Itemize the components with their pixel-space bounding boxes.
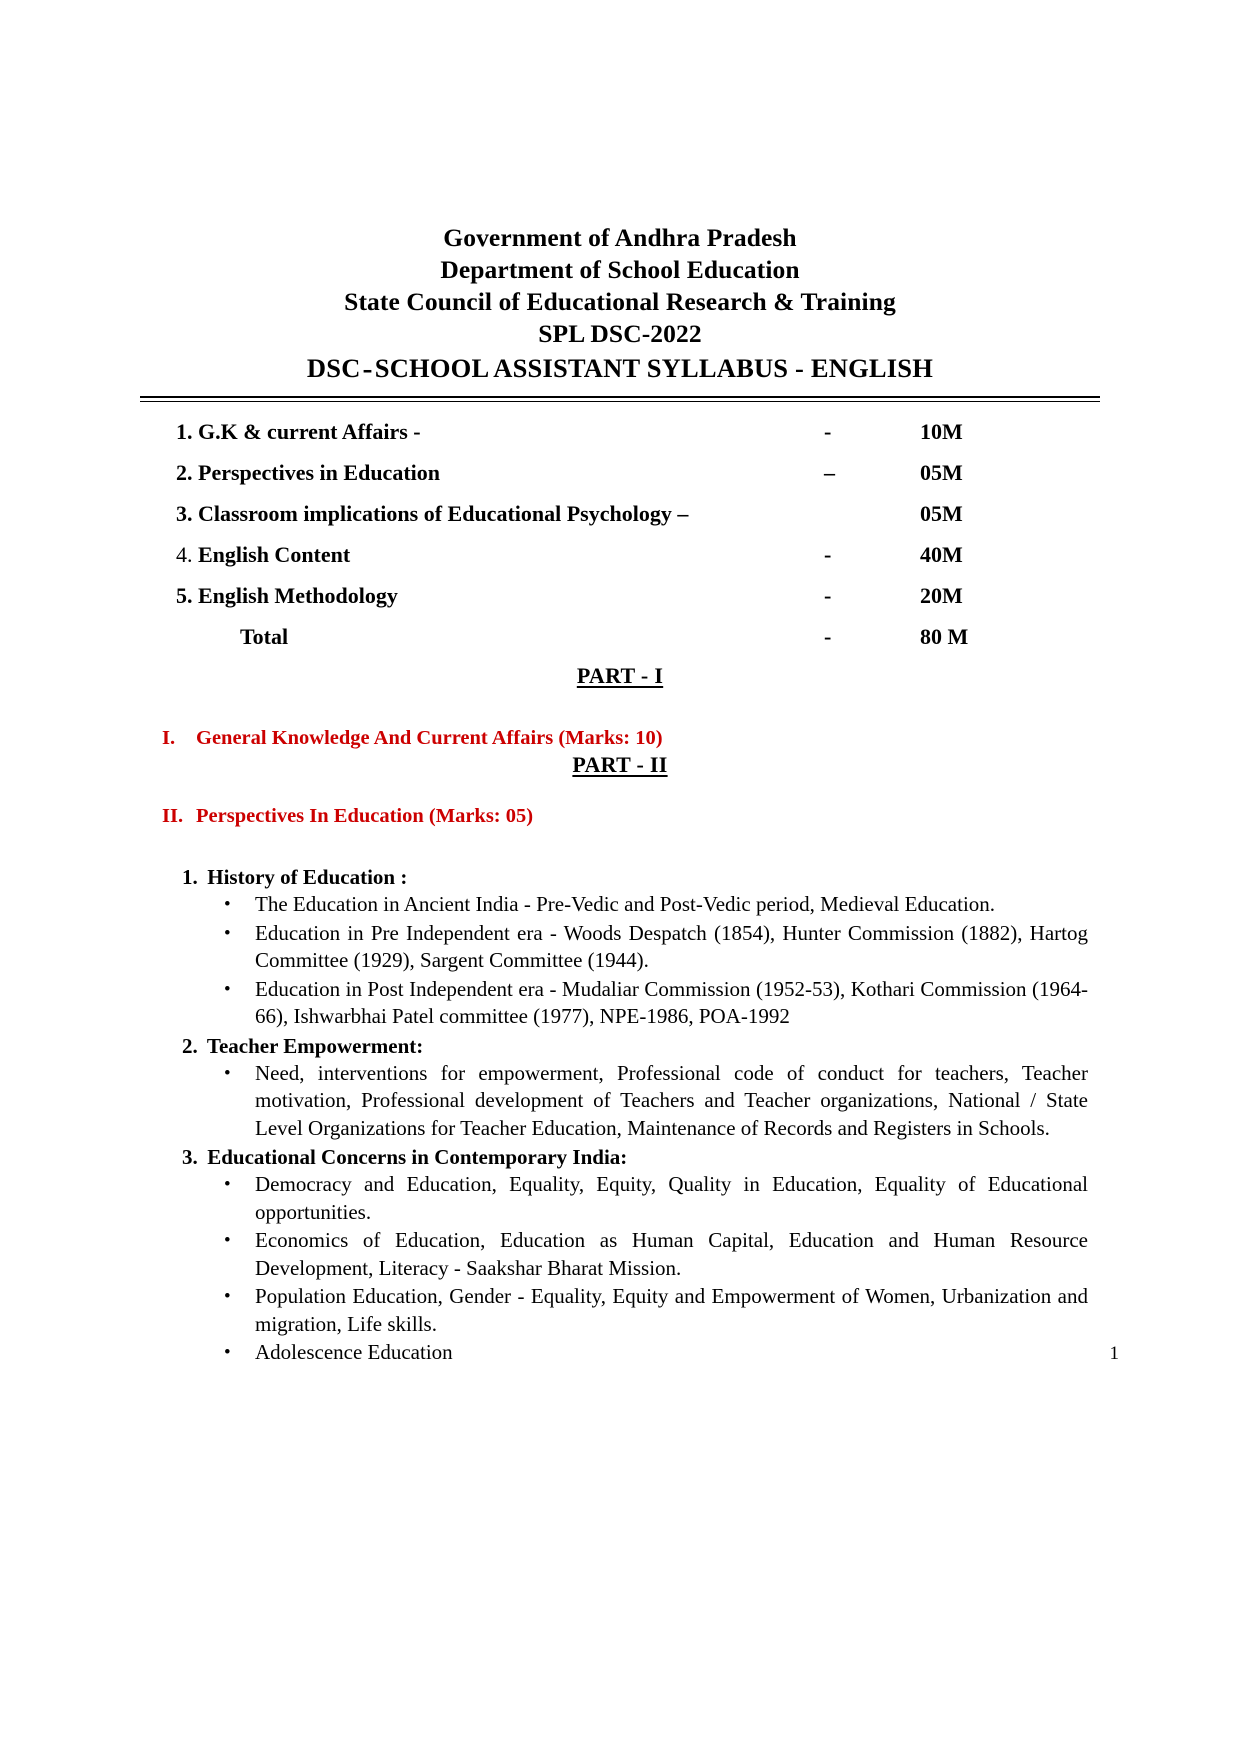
list-item [140, 1339, 1100, 1367]
bullet-icon: • [224, 1230, 231, 1251]
list-item [140, 1171, 1100, 1226]
marks-row-value-3: 05M [920, 500, 963, 526]
section-perspectives-in-education [140, 805, 1100, 828]
bullet-icon: • [224, 1174, 231, 1195]
bullet-icon: • [224, 1286, 231, 1307]
marks-row-dash-4: - [824, 541, 832, 567]
part-one-heading-text: PART - I [576, 663, 664, 688]
marks-row-text-5: English Methodology [198, 582, 398, 608]
part-two-heading-text: PART - II [572, 752, 668, 777]
bullet-icon: • [224, 922, 231, 944]
document-header [140, 0, 1100, 387]
list-item [140, 1227, 1100, 1282]
marks-row-value-1: 10M [920, 418, 963, 444]
header-line-department: Department of School Education [440, 255, 800, 284]
marks-total-dash: - [824, 623, 832, 649]
marks-total-value: 80 M [920, 623, 969, 649]
table-row [140, 411, 1100, 452]
marks-breakdown-table [140, 411, 1100, 657]
marks-row-text-2: Perspectives in Education [198, 459, 440, 485]
subsection-heading-history-of-education [140, 864, 1100, 890]
marks-row-label-5 [140, 575, 818, 616]
header-divider [140, 396, 1100, 402]
marks-row-dash-1: - [824, 418, 832, 444]
marks-row-label-3 [140, 493, 818, 534]
list-item-text: Need, interventions for empowerment, Professional code of conduct for teachers, Teacher motivation, Professional development of Teachers and Teacher organizations, National / State Level Organizations for Teacher Education, Maintenance of Records and Registers in Schools. [255, 1060, 1088, 1140]
bullet-list-history-of-education [140, 891, 1100, 1031]
marks-row-label-1 [140, 411, 818, 452]
list-item-text: Education in Pre Independent era - Woods Despatch (1854), Hunter Commission (1882), Hartog Committee (1929), Sargent Committee (1944). [255, 920, 1088, 972]
list-item [140, 1060, 1100, 1143]
table-row [140, 452, 1100, 493]
section-one-numeral: I. [162, 727, 176, 749]
list-item [140, 891, 1100, 919]
header-line-government: Government of Andhra Pradesh [443, 223, 797, 252]
list-item [140, 920, 1100, 975]
list-item-text: The Education in Ancient India - Pre-Vedic and Post-Vedic period, Medieval Education. [255, 892, 996, 916]
bullet-icon: • [224, 1342, 231, 1363]
marks-row-number-2: 2. [176, 459, 193, 485]
bullet-icon: • [224, 894, 231, 915]
marks-row-dash-5: - [824, 582, 832, 608]
list-item [140, 976, 1100, 1031]
title-suffix: SCHOOL ASSISTANT SYLLABUS - ENGLISH [374, 353, 934, 383]
bullet-icon: • [224, 978, 231, 1000]
marks-row-text-4: English Content [198, 541, 351, 567]
part-one-heading [140, 663, 1100, 689]
bullet-icon: • [224, 1062, 231, 1084]
subsection-heading-educational-concerns [140, 1144, 1100, 1170]
header-line-exam: SPL DSC-2022 [538, 319, 702, 348]
marks-row-value-4: 40M [920, 541, 963, 567]
section-two-title: Perspectives In Education (Marks: 05) [196, 805, 534, 827]
page-content [140, 0, 1100, 1367]
table-row-total [140, 616, 1100, 657]
marks-row-label-2 [140, 452, 818, 493]
list-item-text: Education in Post Independent era - Mudaliar Commission (1952-53), Kothari Commission (1964-66), Ishwarbhai Patel committee (1977), NPE-1986, POA-1992 [255, 976, 1088, 1028]
marks-row-dash-2: – [824, 459, 835, 485]
part-two-heading [140, 752, 1100, 778]
marks-row-dash-3 [818, 493, 894, 534]
marks-row-number-3: 3. [176, 500, 193, 526]
section-two-numeral: II. [162, 805, 184, 827]
table-row [140, 493, 1100, 534]
marks-row-number-1: 1. [176, 418, 193, 444]
table-row [140, 575, 1100, 616]
marks-row-value-2: 05M [920, 459, 963, 485]
list-item [140, 1283, 1100, 1338]
page-number: 1 [1109, 1343, 1119, 1364]
marks-row-number-4: 4. [176, 541, 193, 567]
marks-row-number-5: 5. [176, 582, 193, 608]
marks-row-value-5: 20M [920, 582, 963, 608]
subsection-number-1: 1. [182, 865, 198, 889]
list-item-text: Economics of Education, Education as Human Capital, Education and Human Resource Development, Literacy - Saakshar Bharat Mission. [255, 1228, 1088, 1280]
table-row [140, 534, 1100, 575]
section-one-title: General Knowledge And Current Affairs (Marks: 10) [196, 727, 663, 749]
header-line-syllabus-title [140, 350, 1100, 387]
bullet-list-educational-concerns [140, 1171, 1100, 1367]
list-item-text: Population Education, Gender - Equality, Equity and Empowerment of Women, Urbanization and migration, Life skills. [255, 1284, 1088, 1336]
title-dash: - [362, 352, 373, 385]
subsection-number-3: 3. [182, 1145, 198, 1169]
subsection-number-2: 2. [182, 1033, 198, 1058]
bullet-list-teacher-empowerment [140, 1060, 1100, 1143]
title-prefix: DSC [306, 353, 361, 383]
marks-row-text-3: Classroom implications of Educational Psychology – [198, 500, 689, 526]
header-line-council: State Council of Educational Research & Training [344, 287, 896, 316]
subsection-title-2: Teacher Empowerment: [206, 1033, 424, 1058]
marks-row-text-1: G.K & current Affairs - [198, 418, 421, 444]
subsection-title-3: Educational Concerns in Contemporary India: [207, 1145, 628, 1169]
subsection-title-1: History of Education : [207, 865, 408, 889]
list-item-text: Adolescence Education [255, 1340, 453, 1364]
section-general-knowledge [140, 727, 1100, 750]
subsection-heading-teacher-empowerment [140, 1033, 1100, 1059]
marks-row-label-4 [140, 534, 818, 575]
list-item-text: Democracy and Education, Equality, Equity, Quality in Education, Equality of Educational opportunities. [255, 1172, 1088, 1224]
marks-total-label: Total [240, 623, 289, 649]
